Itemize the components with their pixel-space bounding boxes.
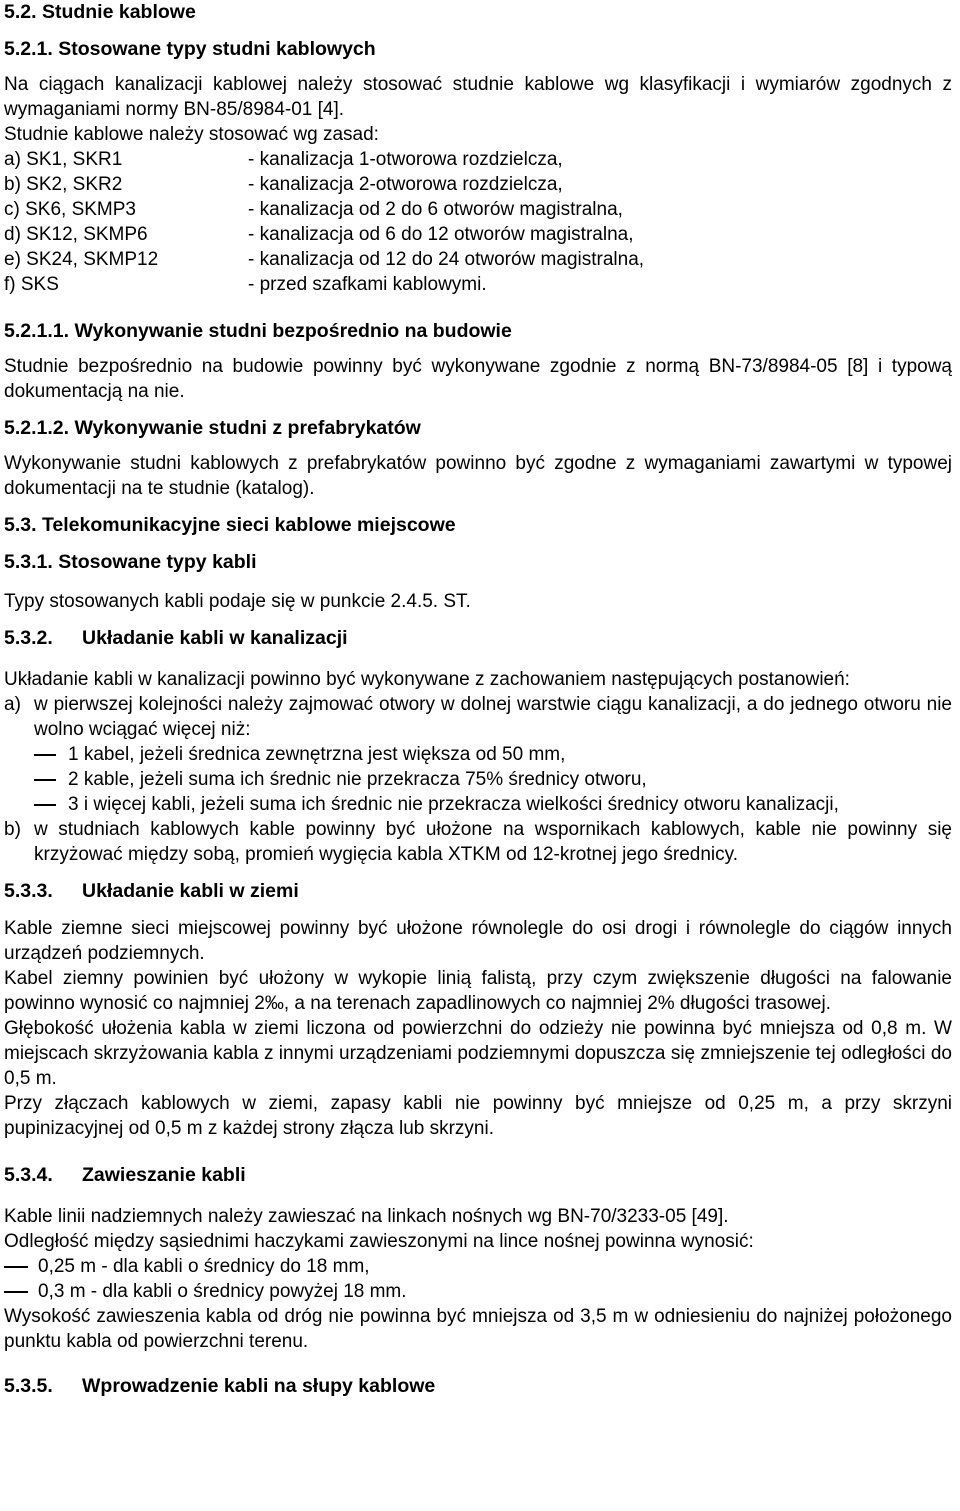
dash-bullet-icon [34,792,68,817]
list-text: w pierwszej kolejności należy zajmować otwory w dolnej warstwie ciągu kanalizacji, a do jednego otworu nie wolno wciągać więcej niż: [34,694,952,740]
list-text: 1 kabel, jeżeli średnica zewnętrzna jest większa od 50 mm, [68,744,566,765]
well-code: c) SK6, SKMP3 [4,199,136,220]
dash-bullet-icon [34,767,68,792]
well-description: - kanalizacja od 6 do 12 otworów magistralna, [248,224,634,245]
list-letter: b) [4,819,21,840]
heading-5-2-1-1: 5.2.1.1. Wykonywanie studni bezpośrednio na budowie [4,320,512,342]
paragraph-5-3-3-3: Głębokość ułożenia kabla w ziemi liczona od powierzchni do odzieży nie powinna być mniejsza od 0,8 m. W miejscach skrzyżowania kabla z innymi urządzeniami podziemnymi dopuszcza się zmniejszenie tej odległości do 0,5 m. [4,1018,952,1089]
well-description: - kanalizacja 1-otworowa rozdzielcza, [248,149,563,170]
well-code: a) SK1, SKR1 [4,149,123,170]
list-letter: a) [4,694,21,715]
paragraph-5-2-1-1: Studnie bezpośrednio na budowie powinny być wykonywane zgodnie z normą BN-73/8984-05 [8] i typową dokumentacją na nie. [4,356,952,402]
section-title: Wprowadzenie kabli na słupy kablowe [82,1375,436,1397]
well-description: - kanalizacja od 12 do 24 otworów magistralna, [248,249,645,270]
table-row [4,172,952,197]
list-item [4,817,952,867]
well-code: f) SKS [4,274,59,295]
list-text: 2 kable, jeżeli suma ich średnic nie przekracza 75% średnicy otworu, [68,769,647,790]
table-row [4,247,952,272]
paragraph-5-2-1-2: Wykonywanie studni kablowych z prefabrykatów powinno być zgodne z wymaganiami zawartymi w typowej dokumentacji na te studnie (katalog). [4,453,952,499]
heading-5-2: 5.2. Studnie kablowe [4,1,196,23]
dash-bullet-icon [4,1254,38,1279]
list-item [4,1279,952,1304]
well-code: b) SK2, SKR2 [4,174,123,195]
section-number: 5.3.5. [4,1375,53,1397]
list-text: 3 i więcej kabli, jeżeli suma ich średnic nie przekracza wielkości średnicy otworu kanalizacji, [68,794,839,815]
section-number: 5.3.3. [4,880,53,902]
paragraph-5-3-3-2: Kabel ziemny powinien być ułożony w wykopie linią falistą, przy czym zwiększenie długości na falowanie powinno wynosić co najmniej 2‰, a na terenach zapadlinowych co najmniej 2% długości trasowej. [4,968,952,1014]
list-item [4,1254,952,1279]
list-item [34,742,952,767]
list-text: 0,3 m - dla kabli o średnicy powyżej 18 mm. [38,1281,407,1302]
heading-5-3-4 [4,1163,952,1188]
paragraph-intro: Na ciągach kanalizacji kablowej należy stosować studnie kablowe wg klasyfikacji i wymiarów zgodnych z wymaganiami normy BN-85/8984-01 [4]. [4,74,952,120]
paragraph-rules-lead: Studnie kablowe należy stosować wg zasad: [4,124,379,145]
heading-5-3: 5.3. Telekomunikacyjne sieci kablowe miejscowe [4,514,456,536]
list-item [34,767,952,792]
list-item [4,692,952,742]
paragraph-5-3-4-2: Odległość między sąsiednimi haczykami zawieszonymi na lince nośnej powinna wynosić: [4,1231,754,1252]
paragraph-5-3-1: Typy stosowanych kabli podaje się w punkcie 2.4.5. ST. [4,591,471,612]
dash-bullet-icon [34,742,68,767]
heading-5-3-2 [4,626,952,651]
heading-5-3-1: 5.3.1. Stosowane typy kabli [4,551,257,573]
table-row [4,272,952,297]
list-item [34,792,952,817]
paragraph-5-3-4-1: Kable linii nadziemnych należy zawieszać na linkach nośnych wg BN-70/3233-05 [49]. [4,1206,729,1227]
heading-5-3-5 [4,1374,952,1399]
list-text: 0,25 m - dla kabli o średnicy do 18 mm, [38,1256,370,1277]
well-type-table [4,147,952,297]
section-title: Układanie kabli w kanalizacji [82,627,348,649]
well-description: - kanalizacja od 2 do 6 otworów magistralna, [248,199,623,220]
paragraph-5-3-2-lead: Układanie kabli w kanalizacji powinno być wykonywane z zachowaniem następujących postanowień: [4,669,850,690]
section-title: Zawieszanie kabli [82,1164,246,1186]
paragraph-5-3-3-1: Kable ziemne sieci miejscowej powinny być ułożone równolegle do osi drogi i równolegle do ciągów innych urządzeń podziemnych. [4,918,952,964]
well-code: e) SK24, SKMP12 [4,249,159,270]
section-title: Układanie kabli w ziemi [82,880,299,902]
well-description: - kanalizacja 2-otworowa rozdzielcza, [248,174,563,195]
dash-bullet-icon [4,1279,38,1304]
table-row [4,197,952,222]
list-text: w studniach kablowych kable powinny być ułożone na wspornikach kablowych, kable nie powinny się krzyżować między sobą, promień wygięcia kabla XTKM od 12-krotnej jego średnicy. [34,819,952,865]
table-row [4,147,952,172]
heading-5-2-1: 5.2.1. Stosowane typy studni kablowych [4,38,376,60]
section-number: 5.3.4. [4,1164,53,1186]
paragraph-5-3-3-4: Przy złączach kablowych w ziemi, zapasy kabli nie powinny być mniejsze od 0,25 m, a przy skrzyni pupinizacyjnej od 0,5 m z każdej strony złącza lub skrzyni. [4,1093,952,1139]
heading-5-2-1-2: 5.2.1.2. Wykonywanie studni z prefabrykatów [4,417,421,439]
well-code: d) SK12, SKMP6 [4,224,148,245]
table-row [4,222,952,247]
heading-5-3-3 [4,879,952,904]
paragraph-5-3-4-3: Wysokość zawieszenia kabla od dróg nie powinna być mniejsza od 3,5 m w odniesieniu do najniżej położonego punktu kabla od powierzchni terenu. [4,1306,952,1352]
section-number: 5.3.2. [4,627,53,649]
well-description: - przed szafkami kablowymi. [248,274,487,295]
